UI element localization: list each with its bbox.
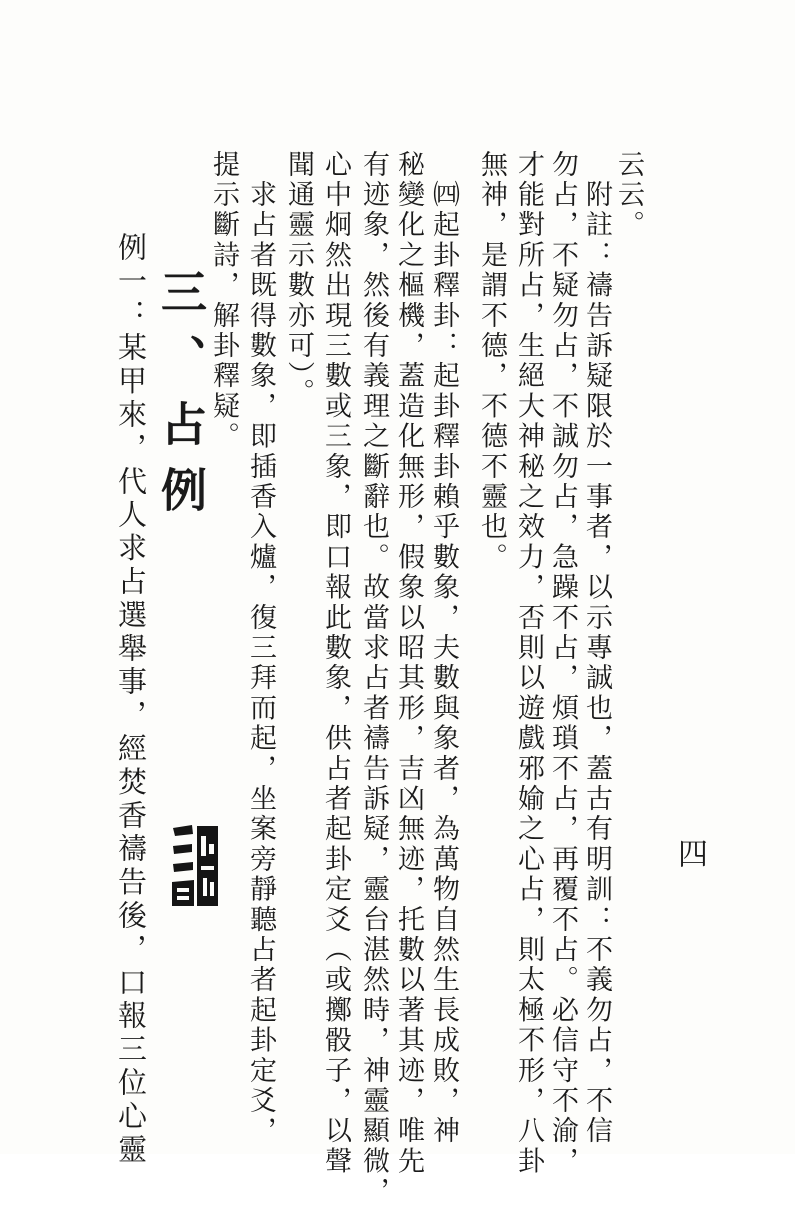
section-heading: 三、占例	[154, 268, 208, 532]
page-number: 四	[672, 838, 707, 868]
text-column-4: 才能對所占，生絕大神秘之效力，否則以遊戲邪媮之心占，則太極不形，八卦	[513, 150, 544, 1177]
text-column-5: 無神，是謂不德，不德不靈也。	[476, 150, 507, 573]
example-column: 例一：某甲來，代人求占選舉事，經焚香禱告後，口報三位心靈	[114, 232, 148, 1168]
text-column-11: 求占者既得數象，即插香入爐，復三拜而起，坐案旁靜聽占者起卦定爻，	[245, 150, 276, 1147]
text-column-3: 勿占，不疑勿占，不誠勿占，急躁不占，煩瑣不占，再覆不占。必信守不渝，	[547, 150, 578, 1177]
text-column-2: 附註：禱告訴疑限於一事者，以示專誠也，蓋古有明訓：不義勿占，不信	[581, 150, 612, 1147]
text-column-8: 有迹象，然後有義理之斷辭也。故當求占者禱告訴疑，靈台湛然時，神靈顯微，	[358, 150, 389, 1207]
text-column-6: ㈣起卦釋卦：起卦釋卦賴乎數象，夫數與象者，為萬物自然生長成敗，神	[428, 150, 459, 1147]
text-column-9: 心中炯然出現三數或三象，即口報此數象，供占者起卦定爻（或擲骰子，以聲	[320, 150, 351, 1177]
seal-stamp-icon	[170, 822, 220, 908]
text-column-7: 秘變化之樞機，蓋造化無形，假象以昭其形，吉凶無迹，托數以著其迹，唯先	[393, 150, 424, 1177]
text-column-12: 提示斷詩，解卦釋疑。	[208, 150, 239, 452]
text-column-1: 云云。	[613, 150, 644, 241]
text-column-10: 聞通靈示數亦可）。	[283, 150, 314, 409]
